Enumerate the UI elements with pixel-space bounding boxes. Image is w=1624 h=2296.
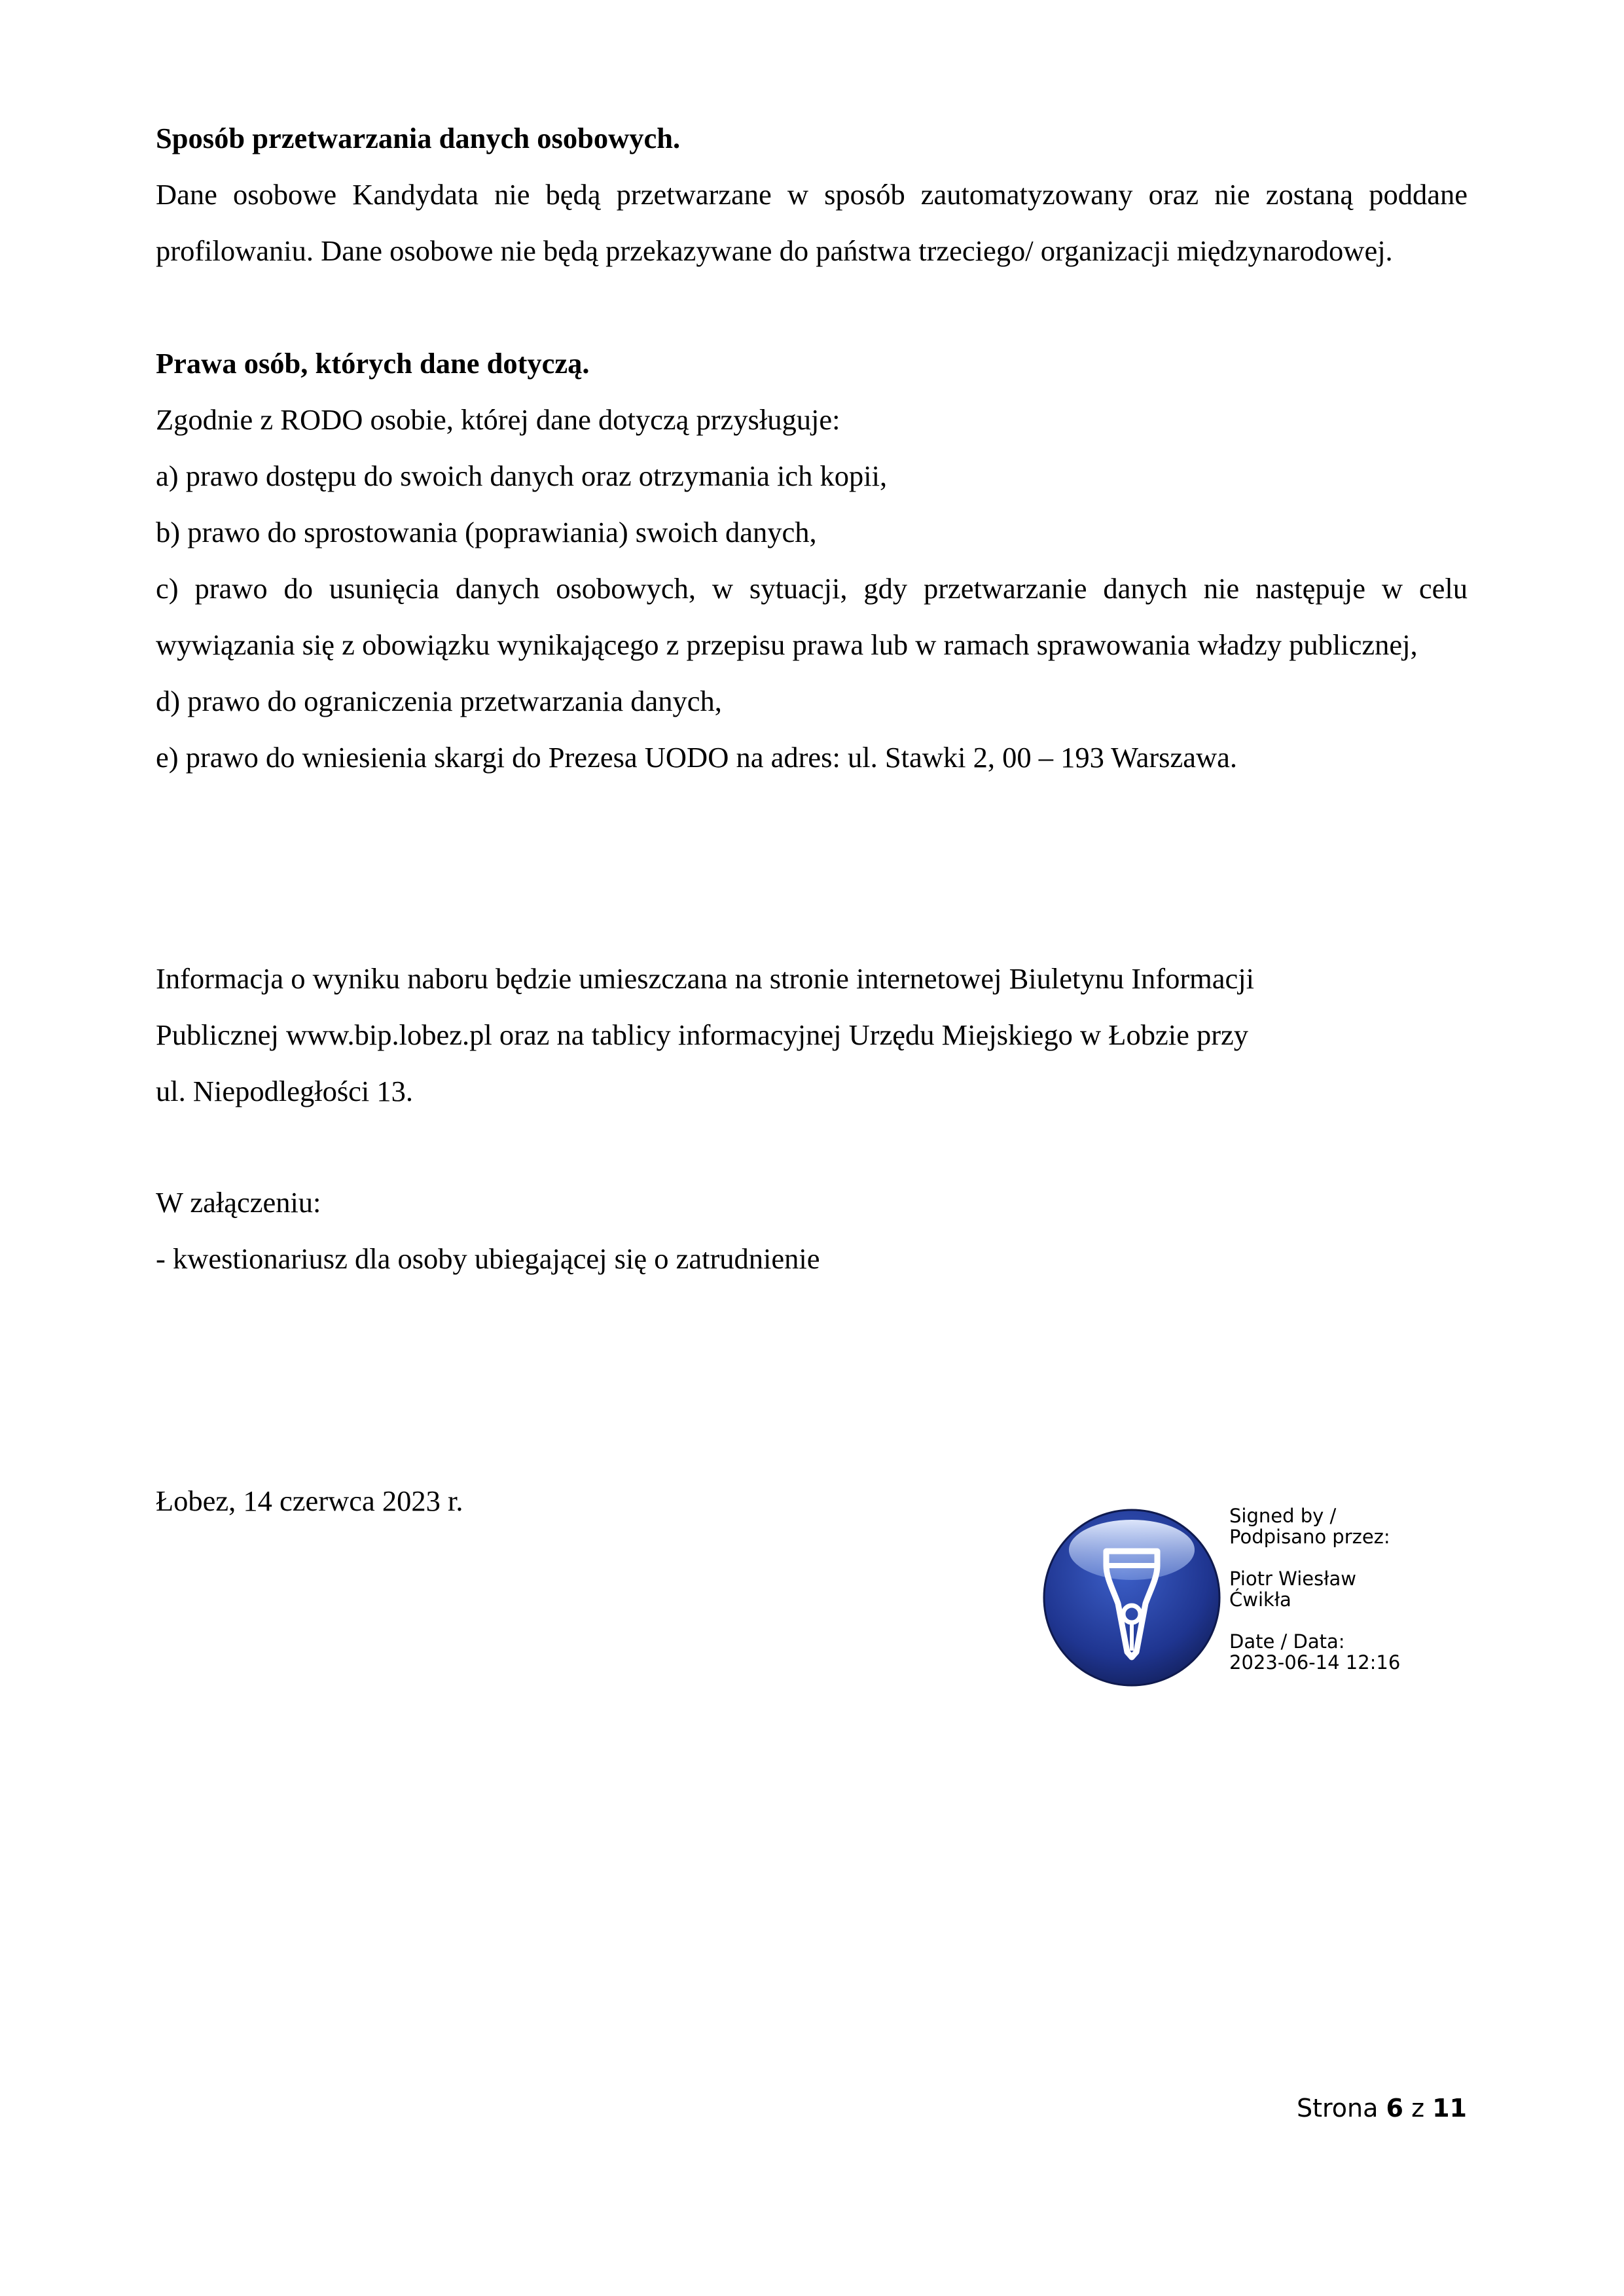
- electronic-signature-block: [1041, 1505, 1499, 1695]
- rights-item-d: d) prawo do ograniczenia przetwarzania danych,: [156, 685, 722, 717]
- signed-by-label-pl: Podpisano przez:: [1229, 1526, 1390, 1548]
- attachments-label: W załączeniu:: [156, 1186, 321, 1219]
- date-value: 2023-06-14 12:16: [1229, 1651, 1401, 1674]
- section-attachments: [156, 1174, 1468, 1287]
- info-line-3: ul. Niepodległości 13.: [156, 1075, 414, 1107]
- date-label: Date / Data:: [1229, 1630, 1345, 1653]
- section-data-processing: [156, 110, 1468, 279]
- total-pages-number: 11: [1432, 2094, 1467, 2123]
- signed-by-label-en: Signed by /: [1229, 1505, 1337, 1527]
- current-page-number: 6: [1386, 2094, 1403, 2123]
- rights-item-b: b) prawo do sprostowania (poprawiania) swoich danych,: [156, 516, 817, 548]
- rights-item-e: e) prawo do wniesienia skargi do Prezesa UODO na adres: ul. Stawki 2, 00 – 193 Warszawa.: [156, 741, 1237, 774]
- section-heading-rights: Prawa osób, których dane dotyczą.: [156, 347, 590, 380]
- rights-intro: Zgodnie z RODO osobie, której dane dotyczą przysługuje:: [156, 403, 840, 436]
- section-recruitment-info: [156, 950, 1468, 1119]
- section-data-subject-rights: [156, 335, 1468, 785]
- rights-item-a: a) prawo dostępu do swoich danych oraz otrzymania ich kopii,: [156, 459, 888, 492]
- section-heading-processing: Sposób przetwarzania danych osobowych.: [156, 122, 681, 154]
- paragraph-processing-body: Dane osobowe Kandydata nie będą przetwarzane w sposób zautomatyzowany oraz nie zostaną poddane profilowaniu. Dane osobowe nie będą przekazywane do państwa trzeciego/ organizacji międzynarodowej.: [156, 178, 1468, 267]
- place-date: Łobez, 14 czerwca 2023 r.: [156, 1484, 463, 1517]
- attachment-item: - kwestionariusz dla osoby ubiegającej się o zatrudnienie: [156, 1242, 820, 1275]
- page-label: Strona: [1296, 2094, 1379, 2123]
- signer-name-first: Piotr Wiesław: [1229, 1568, 1356, 1590]
- page-separator: z: [1411, 2094, 1425, 2123]
- fountain-pen-nib-icon: [1041, 1505, 1223, 1687]
- info-line-2: Publicznej www.bip.lobez.pl oraz na tablicy informacyjnej Urzędu Miejskiego w Łobzie przy: [156, 1018, 1249, 1051]
- signer-name-last: Ćwikła: [1229, 1588, 1291, 1611]
- page-number-footer: [1297, 2093, 1467, 2123]
- rights-item-c: c) prawo do usunięcia danych osobowych, w sytuacji, gdy przetwarzanie danych nie następuje w celu wywiązania się z obowiązku wynikającego z przepisu prawa lub w ramach sprawowania władzy publicznej,: [156, 572, 1468, 661]
- info-line-1: Informacja o wyniku naboru będzie umieszczana na stronie internetowej Biuletynu Informacji: [156, 962, 1255, 995]
- signature-details: [1229, 1505, 1498, 1673]
